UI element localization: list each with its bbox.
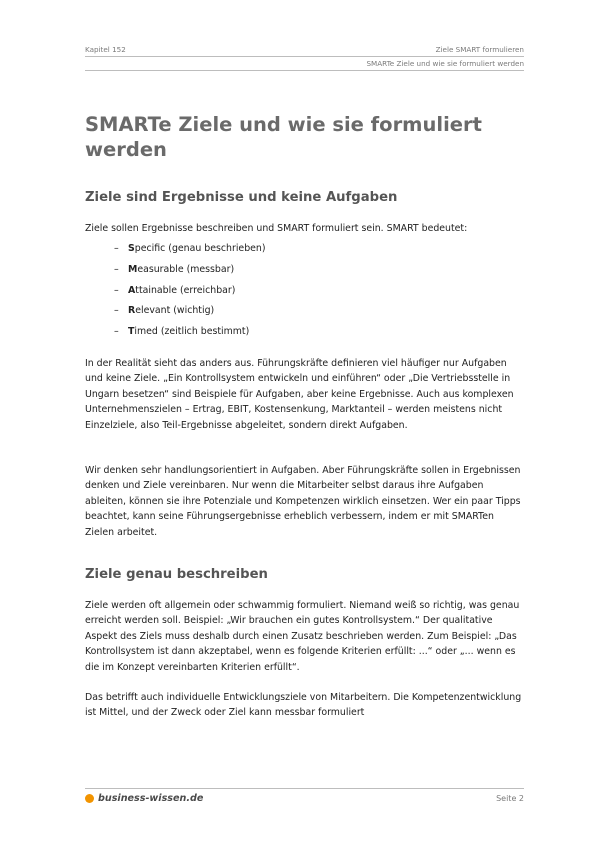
list-item: – Relevant (wichtig): [114, 305, 215, 317]
body-paragraph: In der Realität sieht das anders aus. Führungskräfte definieren viel häufiger nur Aufgaben und keine Ziele. „Ein Kontrollsystem entwickeln und einführen“ oder „Die Vertriebsstelle in Ungarn besetzen“ sind Beispiele für Aufgaben, aber keine Ergebnisse. Auch aus komplexen Unternehmenszielen – Ertrag, EBIT, Kostensenkung, Marktanteil – werden meistens nicht Einzelziele, also Teil-Ergebnisse abgeleitet, sondern direkt Aufgaben.: [85, 358, 514, 431]
chapter-label: Kapitel 152: [85, 45, 126, 54]
list-item: – Timed (zeitlich bestimmt): [114, 326, 250, 338]
brand-logo: [85, 793, 203, 804]
intro-paragraph: Ziele sollen Ergebnisse beschreiben und SMART formuliert sein. SMART bedeutet:: [85, 223, 468, 234]
logo-text: business-wissen.de: [98, 793, 204, 804]
logo-dot-icon: [85, 794, 94, 803]
header-divider-2: [85, 70, 524, 71]
list-item: – Attainable (erreichbar): [114, 284, 236, 296]
list-item: – Measurable (messbar): [114, 263, 235, 275]
section-heading-ergebnisse: Ziele sind Ergebnisse und keine Aufgaben: [85, 190, 398, 205]
body-paragraph: Ziele werden oft allgemein oder schwammig formuliert. Niemand weiß so richtig, was genau erreicht werden soll. Beispiel: „Wir brauchen ein gutes Kontrollsystem.“ Der qualitative Aspekt des Ziels muss deshalb durch einen Zusatz beschrieben werden. Zum Beispiel: „Das Kontrollsystem ist dann akzeptabel, wenn es folgende Kriterien erfüllt: ...“ oder „... wenn es die im Konzept vereinbarten Kriterien erfüllt“.: [85, 600, 520, 673]
subsection-label: SMARTe Ziele und wie sie formuliert werden: [366, 59, 524, 68]
body-paragraph: Das betrifft auch individuelle Entwicklungsziele von Mitarbeitern. Die Kompetenzentwicklung ist Mittel, und der Zweck oder Ziel kann messbar formuliert: [85, 692, 522, 719]
page-number: Seite 2: [496, 794, 524, 803]
smart-list: [114, 242, 266, 346]
section-label: Ziele SMART formulieren: [435, 45, 524, 54]
body-paragraph: Wir denken sehr handlungsorientiert in Aufgaben. Aber Führungskräfte sollen in Ergebnissen denken und Ziele vereinbaren. Nur wenn die Mitarbeiter selbst daraus ihre Aufgaben ableiten, können sie ihre Potenziale und Kompetenzen wirklich einsetzen. Wer ein paar Tipps beachtet, kann seine Führungsergebnisse erheblich verbessern, indem er mit SMARTen Zielen arbeitet.: [85, 465, 521, 538]
list-item: – Specific (genau beschrieben): [114, 243, 266, 254]
header-divider: [85, 56, 524, 57]
footer-divider: [85, 788, 524, 789]
section-heading-beschreiben: Ziele genau beschreiben: [85, 567, 268, 582]
page-title: SMARTe Ziele und wie sie formuliert werden: [85, 113, 482, 161]
